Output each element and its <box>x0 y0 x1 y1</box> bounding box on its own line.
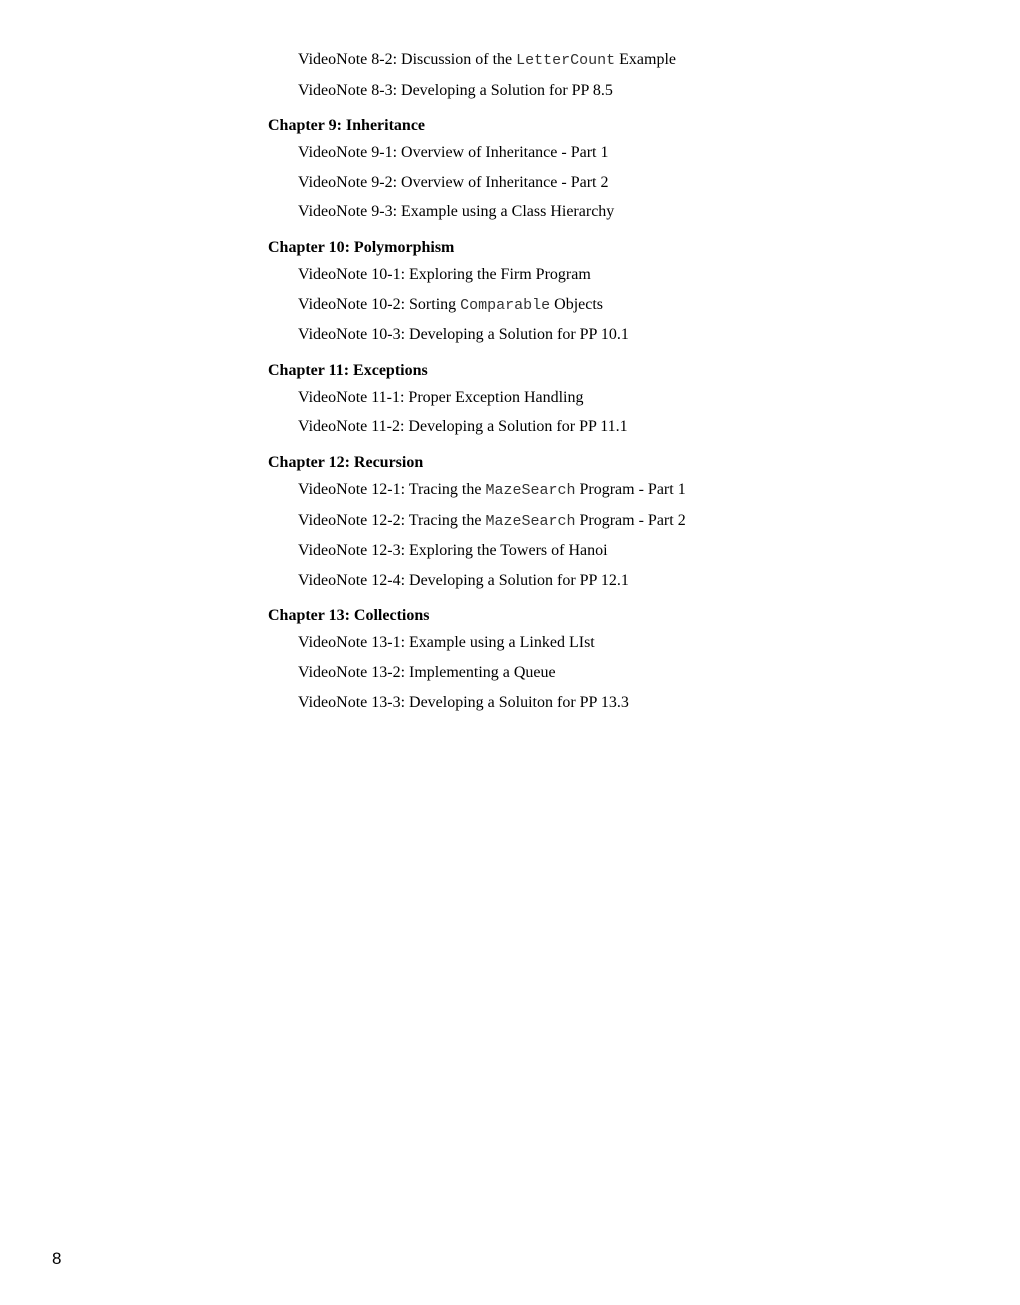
videonote-text-suffix: Objects <box>550 295 604 313</box>
chapter-note-list <box>268 265 968 345</box>
chapter-heading: Chapter 10: Polymorphism <box>268 238 455 256</box>
videonote-item <box>268 571 968 591</box>
chapter-heading: Chapter 11: Exceptions <box>268 361 428 379</box>
videonote-list <box>268 50 968 722</box>
videonote-text-suffix: Program - Part 1 <box>575 480 686 498</box>
videonote-item <box>268 633 968 653</box>
videonote-item <box>268 541 968 561</box>
videonote-item <box>268 693 968 713</box>
videonote-item <box>268 325 968 345</box>
videonote-item <box>268 143 968 163</box>
videonote-text-suffix: Program - Part 2 <box>575 511 686 529</box>
videonote-text: VideoNote 9-2: Overview of Inheritance - Part 2 <box>298 173 609 191</box>
videonote-text: VideoNote 13-2: Implementing a Queue <box>298 663 556 681</box>
videonote-text: VideoNote 11-1: Proper Exception Handling <box>298 388 584 406</box>
videonote-text: VideoNote 12-2: Tracing the <box>298 511 486 529</box>
chapter-heading: Chapter 12: Recursion <box>268 453 424 471</box>
videonote-item <box>268 663 968 683</box>
videonote-text: VideoNote 9-1: Overview of Inheritance - Part 1 <box>298 144 609 162</box>
videonote-item <box>268 202 968 222</box>
videonote-item <box>268 511 968 532</box>
videonote-item <box>268 480 968 501</box>
videonote-item <box>268 50 968 71</box>
chapter-note-list <box>268 480 968 591</box>
videonote-item <box>268 295 968 316</box>
chapter-section-11 <box>268 355 968 438</box>
videonote-item <box>268 265 968 285</box>
videonote-item <box>268 417 968 437</box>
chapter-section-10 <box>268 232 968 345</box>
chapter-heading: Chapter 13: Collections <box>268 607 430 625</box>
videonote-text: VideoNote 13-1: Example using a Linked LIst <box>298 634 595 652</box>
videonote-item <box>268 81 968 101</box>
chapter-note-list <box>268 633 968 712</box>
videonote-text-suffix: Example <box>615 51 677 68</box>
leading-note-list <box>268 50 968 101</box>
videonote-text: VideoNote 9-3: Example using a Class Hierarchy <box>298 203 615 221</box>
chapter-section-13 <box>268 600 968 712</box>
chapter-section-9 <box>268 110 968 222</box>
chapter-section-12 <box>268 447 968 591</box>
code-identifier: MazeSearch <box>485 512 576 530</box>
videonote-text: VideoNote 10-2: Sorting <box>298 295 461 313</box>
code-identifier: Comparable <box>460 296 551 314</box>
page-number: 8 <box>52 1249 62 1268</box>
videonote-item <box>268 388 968 408</box>
videonote-text: VideoNote 10-1: Exploring the Firm Program <box>298 265 591 283</box>
chapter-note-list <box>268 388 968 438</box>
code-identifier: LetterCount <box>516 52 616 69</box>
videonote-text: VideoNote 13-3: Developing a Soluiton for PP 13.3 <box>298 693 629 711</box>
videonote-text: VideoNote 12-3: Exploring the Towers of Hanoi <box>298 542 608 560</box>
videonote-text: VideoNote 12-1: Tracing the <box>298 480 486 498</box>
videonote-text: VideoNote 12-4: Developing a Solution for PP 12.1 <box>298 571 629 589</box>
videonote-text: VideoNote 10-3: Developing a Solution for PP 10.1 <box>298 326 629 344</box>
code-identifier: MazeSearch <box>485 481 576 499</box>
chapter-note-list <box>268 143 968 222</box>
videonote-item <box>268 173 968 193</box>
videonote-text: VideoNote 8-2: Discussion of the <box>298 51 517 68</box>
chapter-heading: Chapter 9: Inheritance <box>268 117 426 135</box>
videonote-text: VideoNote 11-2: Developing a Solution for PP 11.1 <box>298 418 628 436</box>
videonote-text: VideoNote 8-3: Developing a Solution for PP 8.5 <box>298 81 613 99</box>
